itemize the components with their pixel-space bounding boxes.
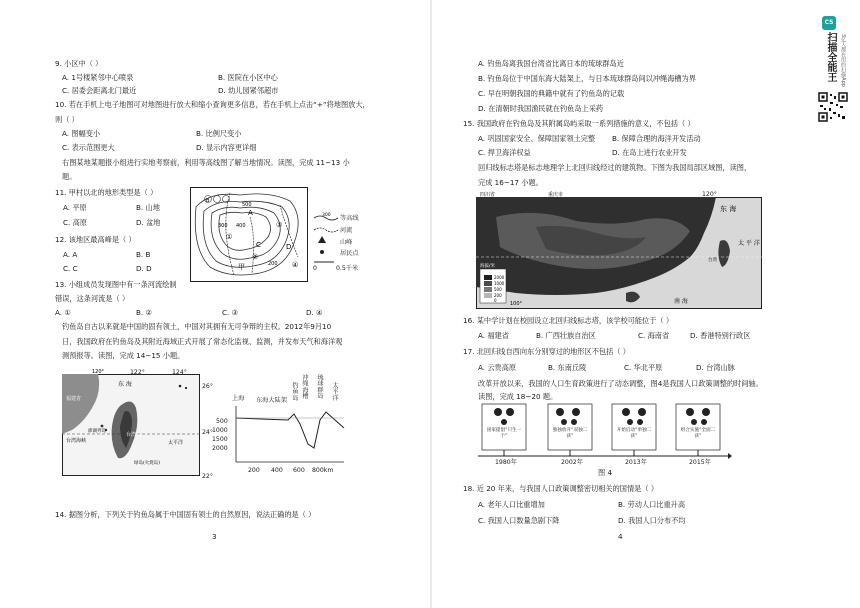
legend-peak: 山峰 <box>340 239 353 246</box>
q14-option-b: B. 钓鱼岛位于中国东海大陆架上，与日本琉球群岛间以冲绳海槽为界 <box>478 74 696 83</box>
q18-stem: 18. 近 20 年来，与我国人口政策调整密切相关的国情是（ ） <box>463 484 659 493</box>
q13-stem-cont: 错误，这条河流是（ ） <box>55 294 130 303</box>
q9-option-b: B. 医院在小区中心 <box>218 73 278 82</box>
q17-option-c: C. 华北平原 <box>624 363 663 372</box>
profile-chongsheng: 冲绳海槽 <box>301 374 308 399</box>
legend-200: 200 <box>494 293 502 298</box>
map-lat-26: 26° <box>202 383 213 390</box>
q18-option-c: C. 我国人口数量急剧下降 <box>478 516 560 525</box>
q18-option-d: D. 我国人口分布不均 <box>618 516 686 525</box>
profile-x-400: 400 <box>271 467 283 474</box>
q10-stem: 10. 若在手机上电子地图可对地图进行放大和缩小查询更多信息，若在手机上点击“+”将地图放大， <box>55 100 370 109</box>
legend-500: 500 <box>494 287 502 292</box>
q13-option-d: D. ④ <box>306 308 323 317</box>
contour-label-500: 500 <box>242 202 252 208</box>
legend-village: 居民点 <box>340 250 359 257</box>
profile-shanghai: 上海 <box>232 395 245 402</box>
q13-stem: 13. 小组成员发现图中有一条河流绘制 <box>55 280 177 289</box>
river-label-4: ④ <box>292 261 299 269</box>
map-lat-22: 22° <box>202 473 213 480</box>
qr-code-icon <box>818 92 848 122</box>
q15-stem: 15. 我国政府在钓鱼岛及其附属岛屿采取一系列措施的意义，不包括（ ） <box>463 119 695 128</box>
q17-option-d: D. 台湾山脉 <box>696 363 735 372</box>
right-page-number: 4 <box>618 532 623 541</box>
intro-14-15-l2: 日，我国政府在钓鱼岛及其附近海域正式开展了常态化监视、监测，并发布天气和海洋观 <box>62 337 343 346</box>
q15-option-b: B. 保障合理的海洋开发活动 <box>612 134 701 143</box>
contour-label-400: 400 <box>236 223 246 229</box>
q16-option-b: B. 广西壮族自治区 <box>536 331 596 340</box>
q14-option-a: A. 钓鱼岛离我国台湾省比离日本的琉球群岛近 <box>478 59 624 68</box>
q14-option-d: D. 在清朝时我国渔民就在钓鱼岛上采药 <box>478 104 604 113</box>
map-nanhai: 南 海 <box>674 298 688 305</box>
q9-option-d: D. 幼儿园紧邻超市 <box>218 86 279 95</box>
q11-stem: 11. 甲村以北的地形类型是（ ） <box>55 188 158 197</box>
map-fujian: 福建省 <box>66 396 82 402</box>
q15-option-c: C. 捍卫海洋权益 <box>478 148 531 157</box>
contour-label-b: B <box>206 198 210 204</box>
q12-option-c: C. C <box>63 264 78 273</box>
left-page-number: 3 <box>212 532 217 541</box>
map-lon-100: 100° <box>510 301 523 307</box>
map-lon-122: 122° <box>130 369 145 376</box>
q18-option-b: B. 劳动人口比重升高 <box>618 500 686 509</box>
profile-ryukyu: 琉球群岛 <box>316 374 323 399</box>
q17-option-a: A. 云贵高原 <box>478 363 517 372</box>
map-sichuan: 四川省 <box>480 192 496 198</box>
intro-16-17: 回归线标志塔是标志地理学上北回归线经过的建筑物。下图为我国局部区域图，读图， <box>478 163 752 172</box>
contour-map <box>190 187 308 282</box>
q10-option-a: A. 图幅变小 <box>62 129 101 138</box>
q10-option-b: B. 比例尺变小 <box>196 129 242 138</box>
q9-option-a: A. 1号楼紧邻中心喷泉 <box>62 73 134 82</box>
q15-option-a: A. 巩固国家安全、保障国家领土完整 <box>478 134 596 143</box>
q12-option-a: A. A <box>63 250 78 259</box>
scanner-badge-icon: CS <box>822 16 836 30</box>
profile-diaoyu: 钓鱼岛 <box>291 382 298 401</box>
timeline-year-2002: 2002年 <box>561 459 583 466</box>
contour-label-jia: 甲 <box>238 263 245 271</box>
timeline-panel-1: 国家提倡“只生一个” <box>486 428 522 439</box>
river-label-3: ③ <box>276 221 283 229</box>
river-label-1: ① <box>226 233 233 241</box>
q12-option-d: D. D <box>136 264 152 273</box>
timeline-panel-3: 开始启动“单独二孩” <box>616 428 652 439</box>
timeline-year-2015: 2015年 <box>689 459 711 466</box>
map-lat-24: 24° <box>202 429 213 436</box>
map-lvdao: 绿岛(火烧岛) <box>134 461 161 466</box>
legend-altitude: 海拔/米 <box>480 264 496 269</box>
intro-16-17-cont: 完成 16~17 小题。 <box>478 178 543 187</box>
q12-stem: 12. 该地区最高峰是（ ） <box>55 235 136 244</box>
q11-option-d: D. 盆地 <box>136 218 161 227</box>
legend-scale-zero: 0 <box>313 265 317 272</box>
q9-option-c: C. 居委会距离北门最近 <box>62 86 137 95</box>
profile-y-1000: 1000 <box>212 427 228 434</box>
contour-label-300: 300 <box>218 223 228 229</box>
legend-1000: 1000 <box>494 281 505 286</box>
intro-11-13-cont: 题。 <box>62 172 77 181</box>
intro-18-20: 改革开放以来，我国的人口生育政策进行了动态调整，图4是我国人口政策调整的时间轴。 <box>478 379 763 388</box>
legend-0: 0 <box>494 298 497 303</box>
q13-option-b: B. ② <box>136 308 152 317</box>
legend-river: 河流 <box>340 227 353 234</box>
map-lon-124: 124° <box>172 369 187 376</box>
q18-option-a: A. 老年人口比重增加 <box>478 500 545 509</box>
profile-x-800: 800km <box>312 467 334 474</box>
legend-contour: 等高线 <box>340 215 359 222</box>
map-lon-120: 120° <box>702 191 717 198</box>
figure-4-caption: 图 4 <box>598 468 613 477</box>
scanner-brand: 扫描全能王 <box>825 32 836 82</box>
map-penghu: 澎湖列岛 <box>88 429 106 434</box>
q13-option-a: A. ① <box>55 308 71 317</box>
q17-stem: 17. 北回归线自西向东分别穿过的地形区不包括（ ） <box>463 347 630 356</box>
q15-option-d: D. 在岛上进行农业开发 <box>612 148 687 157</box>
profile-y-1500: 1500 <box>212 436 228 443</box>
q16-option-d: D. 香港特别行政区 <box>690 331 751 340</box>
intro-14-15: 钓鱼岛自古以来就是中国的固有领土，中国对其拥有无可争辩的主权。2012年9月10 <box>62 322 332 331</box>
timeline-year-1980: 1980年 <box>495 459 517 466</box>
map-donghai: 东 海 <box>720 205 737 213</box>
q11-option-a: A. 平原 <box>63 203 87 212</box>
contour-label-c: C <box>256 241 261 249</box>
profile-x-200: 200 <box>248 467 260 474</box>
q11-option-b: B. 山地 <box>136 203 160 212</box>
contour-label-200: 200 <box>268 261 278 267</box>
intro-11-13: 右图某地某题报小组进行实地考察前，利用等高线图了解当地情况。读图，完成 11~13 小 <box>62 158 350 167</box>
page-fold <box>430 0 432 608</box>
map-pacific: 太平洋 <box>168 440 184 446</box>
q16-stem: 16. 某中学计划在校园设立北回归线标志塔，该学校可能位于（ ） <box>463 316 674 325</box>
profile-shelf: 东海大陆架 <box>256 397 287 404</box>
q14-option-c: C. 早在明朝我国的典籍中就有了钓鱼岛的记载 <box>478 89 625 98</box>
profile-pacific: 太平洋 <box>331 382 338 401</box>
map-pacific: 太 平 洋 <box>738 240 760 247</box>
q10-stem-cont: 则（ ） <box>55 115 79 124</box>
intro-14-15-l3: 测预报等。读图，完成 14~15 小题。 <box>62 351 185 360</box>
profile-y-500: 500 <box>216 418 228 425</box>
q10-option-d: D. 显示内容更详细 <box>196 143 257 152</box>
timeline-year-2013: 2013年 <box>625 459 647 466</box>
q16-option-a: A. 福建省 <box>478 331 509 340</box>
legend-2000: 2000 <box>494 275 505 280</box>
profile-x-600: 600 <box>293 467 305 474</box>
map-lon-120: 120° <box>92 369 105 375</box>
q16-option-c: C. 海南省 <box>638 331 670 340</box>
q9-stem: 9. 小区中（ ） <box>55 59 103 68</box>
intro-18-20-cont: 读图，完成 18~20 题。 <box>478 392 558 401</box>
profile-y-2000: 2000 <box>212 445 228 452</box>
q17-option-b: B. 东南丘陵 <box>548 363 587 372</box>
river-label-2: ② <box>252 253 259 261</box>
q13-option-c: C. ③ <box>222 308 239 317</box>
map-chongqing: 重庆市 <box>548 192 564 198</box>
q12-option-b: B. B <box>136 250 151 259</box>
map-taiwan: 台湾岛 <box>126 432 142 438</box>
scanner-subtitle: 3亿人都在用的扫描App <box>840 34 846 87</box>
q11-option-c: C. 高原 <box>63 218 87 227</box>
timeline-panel-4: 组合实施“全面二孩” <box>680 428 716 439</box>
contour-label-a: A <box>248 209 253 217</box>
q10-option-c: C. 表示范围更大 <box>62 143 115 152</box>
q14-stem: 14. 据图分析，下列关于钓鱼岛属于中国固有领土的自然原因，说法正确的是（ ） <box>55 510 316 519</box>
map-donghai: 东 海 <box>118 381 132 388</box>
contour-label-d: D <box>286 243 292 251</box>
map-taiwan-strait: 台湾海峡 <box>66 438 87 444</box>
map-taiwan: 台湾 <box>708 258 717 263</box>
legend-300: 300 <box>322 213 331 218</box>
legend-scale: 0.5千米 <box>336 265 359 272</box>
timeline-panel-2: 独独放开“双独二孩” <box>552 428 588 439</box>
